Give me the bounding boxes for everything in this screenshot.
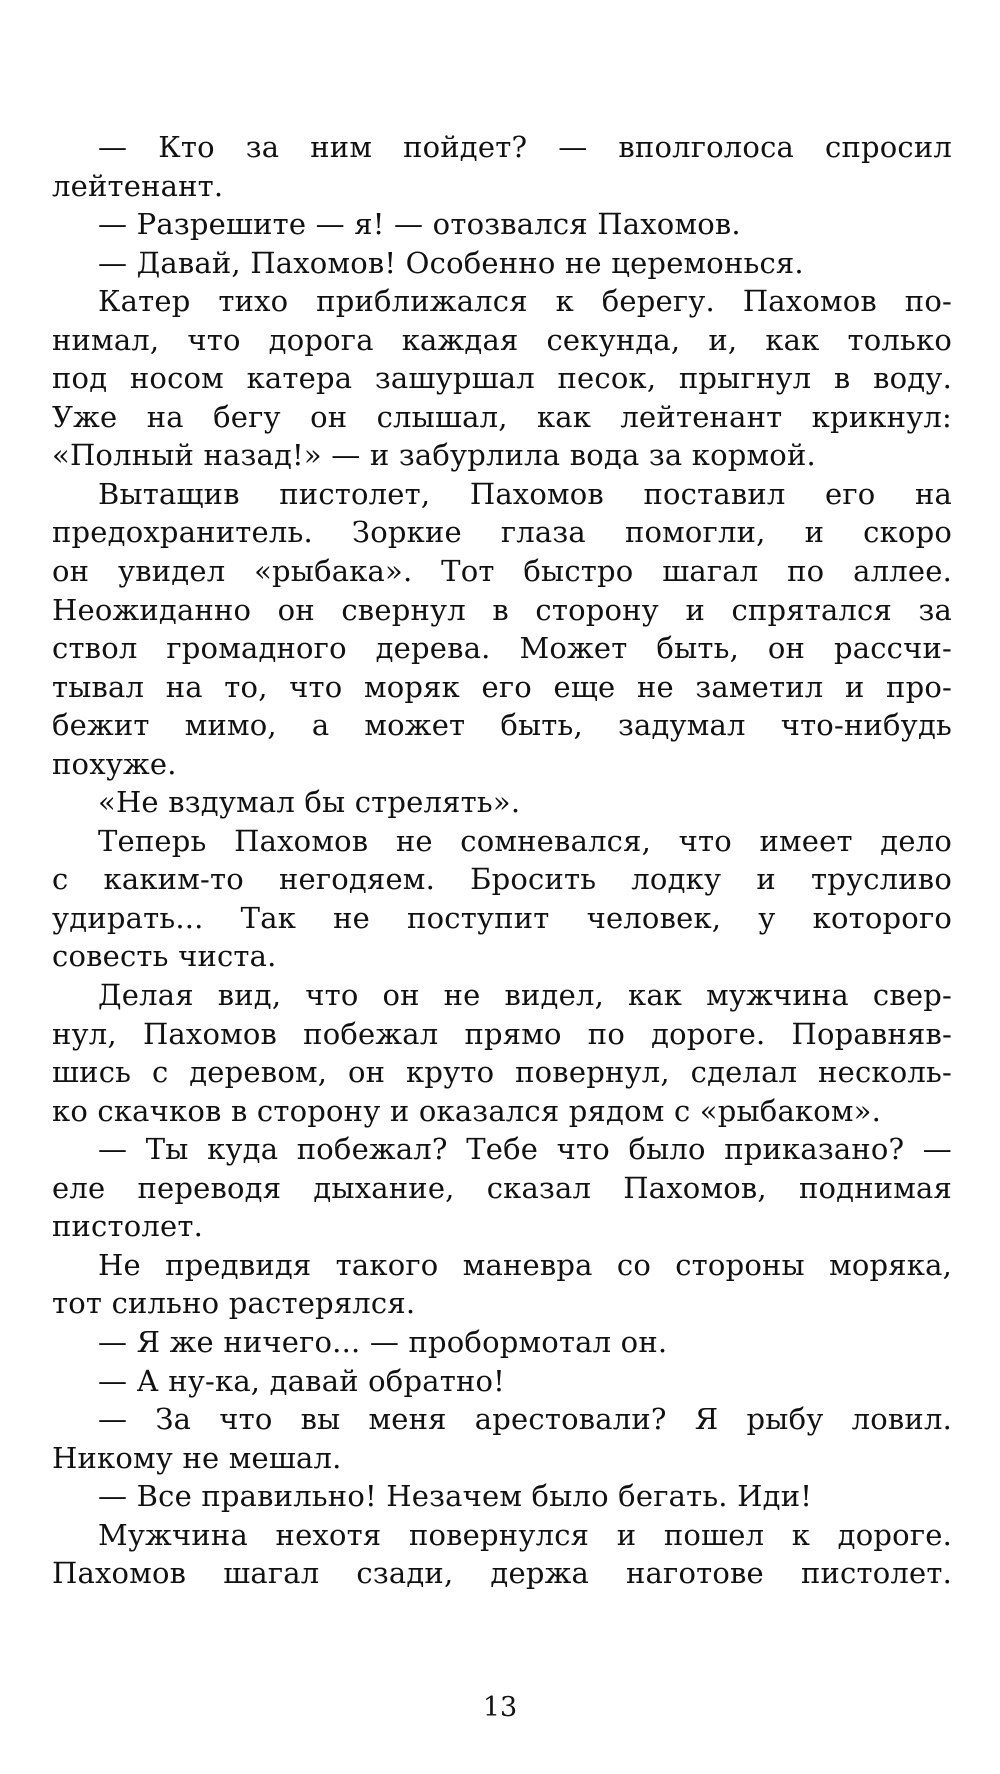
- text-line: лейтенант.: [52, 168, 224, 203]
- text-line: ствол громадного дерева. Может быть, он рассчи-: [52, 631, 952, 666]
- text-line: нимал, что дорога каждая секунда, и, как только: [52, 322, 952, 357]
- page-number: 13: [482, 1692, 518, 1723]
- text-line: с каким-то негодяем. Бросить лодку и трусливо: [52, 862, 952, 897]
- text-line: Делая вид, что он не видел, как мужчина свер-: [98, 978, 952, 1013]
- text-line: совесть чиста.: [52, 939, 277, 974]
- text-line: тывал на то, что моряк его еще не заметил и про-: [52, 669, 952, 704]
- text-line: тот сильно растерялся.: [52, 1286, 416, 1321]
- text-line: — А ну-ка, давай обратно!: [98, 1363, 506, 1398]
- text-line: Никому не мешал.: [52, 1440, 342, 1475]
- text-line: Не предвидя такого маневра со стороны моряка,: [98, 1247, 952, 1282]
- text-line: Теперь Пахомов не сомневался, что имеет дело: [98, 823, 952, 858]
- text-line: Уже на бегу он слышал, как лейтенант крикнул:: [52, 399, 952, 434]
- text-line: — Кто за ним пойдет? — вполголоса спросил: [98, 130, 952, 164]
- text-line: — Ты куда побежал? Тебе что было приказано? —: [98, 1132, 952, 1167]
- text-line: похуже.: [52, 746, 177, 781]
- text-line: Пахомов шагал сзади, держа наготове пистолет.: [52, 1556, 952, 1591]
- text-line: шись с деревом, он круто повернул, сделал несколь-: [52, 1055, 952, 1090]
- text-line: бежит мимо, а может быть, задумал что-нибудь: [52, 708, 952, 743]
- text-line: нул, Пахомов побежал прямо по дороге. Поравняв-: [52, 1016, 952, 1051]
- text-line: «Полный назад!» — и забурлила вода за кормой.: [52, 438, 816, 473]
- text-line: под носом катера зашуршал песок, прыгнул в воду.: [52, 361, 952, 396]
- text-line: еле переводя дыхание, сказал Пахомов, поднимая: [52, 1170, 952, 1205]
- text-line: Неожиданно он свернул в сторону и спрятался за: [52, 592, 952, 627]
- text-line: он увидел «рыбака». Тот быстро шагал по аллее.: [52, 554, 952, 589]
- text-line: предохранитель. Зоркие глаза помогли, и скоро: [52, 515, 952, 550]
- text-line: — Я же ничего... — пробормотал он.: [98, 1324, 668, 1359]
- text-line: Катер тихо приближался к берегу. Пахомов по-: [98, 284, 952, 319]
- text-line: «Не вздумал бы стрелять».: [98, 785, 521, 820]
- text-line: пистолет.: [52, 1209, 204, 1244]
- text-line: — За что вы меня арестовали? Я рыбу ловил.: [98, 1402, 952, 1437]
- text-line: удирать... Так не поступит человек, у которого: [52, 900, 952, 935]
- text-line: — Давай, Пахомов! Особенно не церемонься.: [98, 245, 804, 280]
- text-line: — Все правильно! Незачем было бегать. Иди!: [98, 1479, 813, 1514]
- text-line: — Разрешите — я! — отозвался Пахомов.: [98, 207, 741, 242]
- text-line: ко скачков в сторону и оказался рядом с «рыбаком».: [52, 1093, 882, 1128]
- text-line: Вытащив пистолет, Пахомов поставил его на: [98, 476, 952, 511]
- page-body: [52, 128, 952, 1593]
- text-line: Мужчина нехотя повернулся и пошел к дороге.: [98, 1517, 952, 1552]
